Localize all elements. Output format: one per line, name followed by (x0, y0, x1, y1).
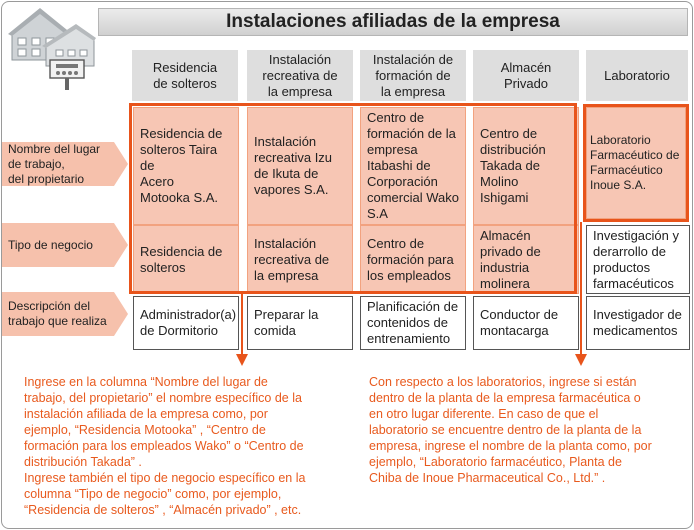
cell-nombre-recreativa: Instalación recreativa Izu de Ikuta de vapores S.A. (247, 107, 353, 225)
column-header-residencia: Residencia de solteros (132, 50, 238, 101)
cell-descripcion-recreativa: Preparar la comida (247, 296, 353, 350)
note-right: Con respecto a los laboratorios, ingrese si están dentro de la planta de la empresa farmacéutica o en otro lugar diferente. En caso de que el laboratorio se encuentre dentro de la planta de la empresa, ingrese el nombre de la planta como, por ejemplo, “Laboratorio farmacéutico, Planta de Chiba de Inoue Pharmaceutical Co., Ltd.” . (369, 375, 652, 485)
highlight-outline-laboratorio (583, 104, 689, 222)
column-header-laboratorio: Laboratorio (586, 50, 688, 101)
cell-nombre-residencia: Residencia de solteros Taira de Acero Motooka S.A. (133, 107, 239, 225)
title-bar (98, 8, 688, 36)
cell-tipo-formacion: Centro de formación para los empleados (360, 225, 466, 294)
arrow-down-left-icon (234, 294, 250, 370)
cell-tipo-residencia: Residencia de solteros (133, 225, 239, 294)
cell-descripcion-laboratorio: Investigador de medicamentos (586, 296, 690, 350)
row-label-descripcion: Descripción del trabajo que realiza (2, 292, 114, 336)
row-label-tipo: Tipo de negocio (2, 223, 114, 267)
cell-tipo-laboratorio: Investigación y derarrollo de productos farmacéuticos (586, 225, 690, 294)
note-left: Ingrese en la columna “Nombre del lugar de trabajo, del propietario” el nombre específico de la instalación afiliada de la empresa como, por ejemplo, “Residencia Motooka” , “Centro de formación para los empleados Wako” o “Centro de distribución Takada” . Ingrese también el tipo de negocio específico en la columna “Tipo de negocio” como, por ejemplo, “Residencia de solteros” , “Almacén privado” , etc. (24, 375, 306, 517)
column-header-almacen: Almacén Privado (473, 50, 579, 101)
cell-descripcion-residencia: Administrador(a) de Dormitorio (133, 296, 239, 350)
cell-nombre-laboratorio: Laboratorio Farmacéutico de Farmacéutico Inoue S.A. (586, 107, 686, 219)
cell-nombre-almacen: Centro de distribución Takada de Molino Ishigami (473, 107, 579, 225)
sign-icon (48, 58, 88, 92)
highlight-outline-main (129, 103, 577, 294)
cell-descripcion-formacion: Planificación de contenidos de entrenamiento (360, 296, 466, 350)
cell-nombre-formacion: Centro de formación de la empresa Itabashi de Corporación comercial Wako S.A (360, 107, 466, 225)
diagram-title: Instalaciones afiliadas de la empresa (226, 11, 560, 32)
row-label-nombre: Nombre del lugar de trabajo, del propietario (2, 142, 114, 186)
arrow-down-right-icon (573, 222, 589, 370)
cell-tipo-recreativa: Instalación recreativa de la empresa (247, 225, 353, 294)
cell-descripcion-almacen: Conductor de montacarga (473, 296, 579, 350)
column-header-formacion: Instalación de formación de la empresa (360, 50, 466, 101)
cell-tipo-almacen: Almacén privado de industria molinera (473, 225, 579, 294)
column-header-recreativa: Instalación recreativa de la empresa (247, 50, 353, 101)
diagram-frame (1, 1, 693, 529)
